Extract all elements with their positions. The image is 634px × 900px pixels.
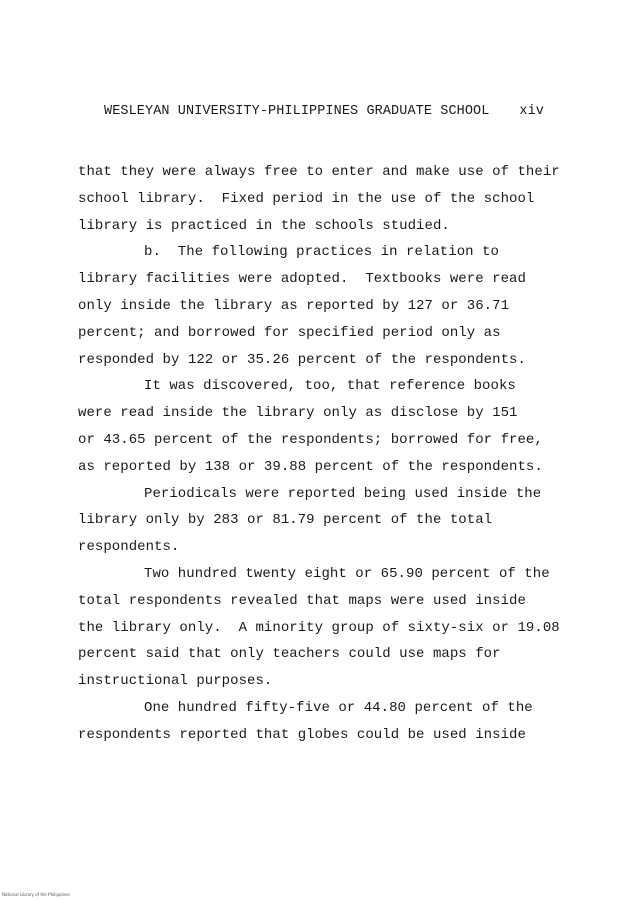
body-line: that they were always free to enter and make use of their — [78, 164, 560, 180]
body-line: total respondents revealed that maps were used inside — [78, 592, 526, 609]
body-line: respondents reported that globes could be used inside — [78, 726, 526, 743]
body-line: library is practiced in the schools studied. — [78, 217, 450, 234]
footer-note: National Library of the Philippines — [2, 892, 70, 897]
body-line: Periodicals were reported being used inside the — [144, 485, 542, 502]
body-line: library facilities were adopted. Textbooks were read — [78, 271, 526, 288]
header-title: WESLEYAN UNIVERSITY-PHILIPPINES GRADUATE SCHOOL — [104, 104, 490, 119]
running-header — [104, 104, 544, 119]
body-line: It was discovered, too, that reference books — [144, 378, 516, 395]
body-line: were read inside the library only as disclose by 151 — [78, 405, 518, 422]
body-line: only inside the library as reported by 127 or 36.71 — [78, 297, 510, 314]
body-line: the library only. A minority group of sixty-six or 19.08 — [78, 619, 560, 636]
body-line: library only by 283 or 81.79 percent of the total — [78, 512, 493, 529]
body-text — [78, 159, 558, 749]
body-line: Two hundred twenty eight or 65.90 percent of the — [144, 565, 550, 582]
body-line: percent; and borrowed for specified period only as — [78, 324, 501, 341]
body-line: b. The following practices in relation to — [144, 244, 499, 261]
header-page-number: xiv — [519, 104, 544, 119]
body-line: as reported by 138 or 39.88 percent of the respondents. — [78, 458, 543, 475]
body-line: instructional purposes. — [78, 673, 273, 690]
body-line: or 43.65 percent of the respondents; borrowed for free, — [78, 431, 543, 448]
body-line: percent said that only teachers could use maps for — [78, 646, 501, 663]
body-line: respondents. — [78, 539, 180, 556]
body-line: One hundred fifty-five or 44.80 percent of the — [144, 699, 533, 716]
body-line: school library. Fixed period in the use of the school — [78, 190, 535, 207]
body-line: responded by 122 or 35.26 percent of the respondents. — [78, 351, 526, 368]
